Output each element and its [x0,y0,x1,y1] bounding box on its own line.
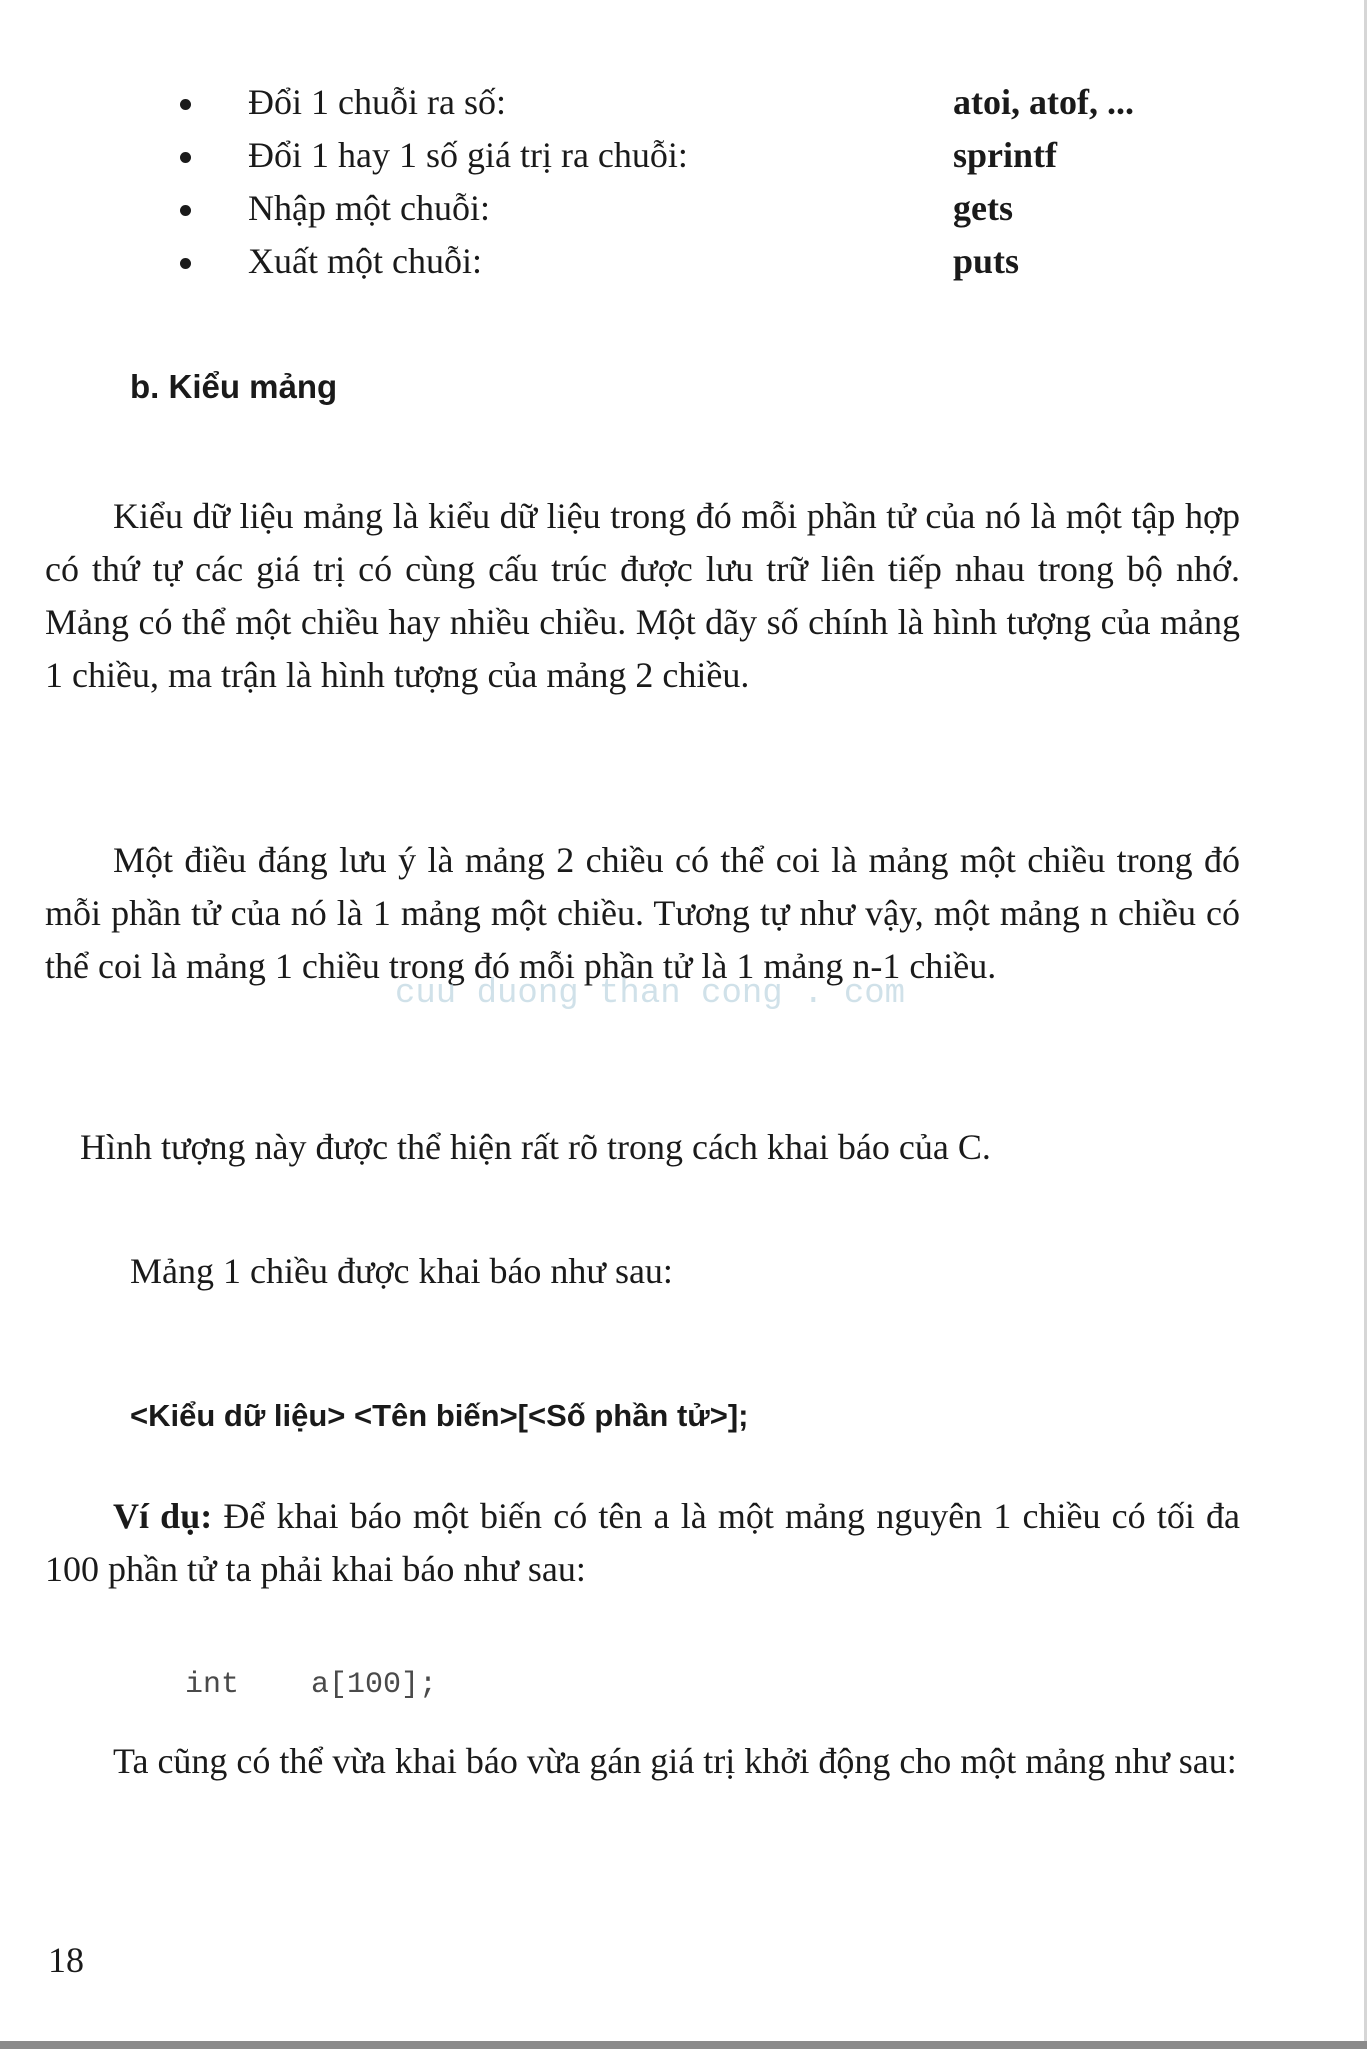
paragraph-initialization-intro: Ta cũng có thể vừa khai báo vừa gán giá trị khởi động cho một mảng như sau: [113,1741,1237,1781]
declaration-syntax: <Kiểu dữ liệu> <Tên biến>[<Số phần tử>]; [130,1398,749,1433]
list-item [180,235,1230,288]
section-heading: b. Kiểu mảng [130,368,338,405]
page-number: 18 [48,1940,84,1980]
paragraph-one-dimension-intro: Mảng 1 chiều được khai báo như sau: [130,1251,673,1291]
bullet-icon [180,205,191,216]
bullet-icon [180,152,191,163]
list-item [180,76,1230,129]
code-snippet: int a[100]; [185,1668,438,1702]
bullet-function-name: gets [953,188,1013,228]
example-label: Ví dụ: [113,1496,213,1536]
paragraph-array-definition: Kiểu dữ liệu mảng là kiểu dữ liệu trong đó mỗi phần tử của nó là một tập hợp có thứ tự các giá trị có cùng cấu trúc được lưu trữ liên tiếp nhau trong bộ nhớ. Mảng có thể một chiều hay nhiều chiều. Một dãy số chính là hình tượng của mảng 1 chiều, ma trận là hình tượng của mảng 2 chiều. [45,496,1240,695]
list-item [180,182,1230,235]
list-item [180,129,1230,182]
bullet-icon [180,258,191,269]
bullet-icon [180,99,191,110]
bullet-function-name: puts [953,241,1020,281]
paragraph-example [45,1490,1240,1596]
paragraph-multidimensional-note: Một điều đáng lưu ý là mảng 2 chiều có thể coi là mảng một chiều trong đó mỗi phần tử của nó là 1 mảng một chiều. Tương tự như vậy, một mảng n chiều có thể coi là mảng 1 chiều trong đó mỗi phần tử là 1 mảng n-1 chiều. [45,840,1240,986]
bottom-border-bar [0,2041,1367,2049]
string-function-list [180,76,1230,288]
bullet-label: Nhập một chuỗi: [248,188,490,228]
bullet-label: Đổi 1 hay 1 số giá trị ra chuỗi: [248,135,688,175]
bullet-function-name: atoi, atof, ... [953,82,1134,122]
bullet-label: Xuất một chuỗi: [248,241,482,281]
bullet-function-name: sprintf [953,135,1058,175]
bullet-label: Đổi 1 chuỗi ra số: [248,82,506,122]
paragraph-c-declaration-intro: Hình tượng này được thể hiện rất rõ trong cách khai báo của C. [80,1127,991,1167]
example-text: Để khai báo một biến có tên a là một mảng nguyên 1 chiều có tối đa 100 phần tử ta phải khai báo như sau: [45,1496,1240,1589]
watermark-text: cuu duong than cong . com [395,975,906,1013]
